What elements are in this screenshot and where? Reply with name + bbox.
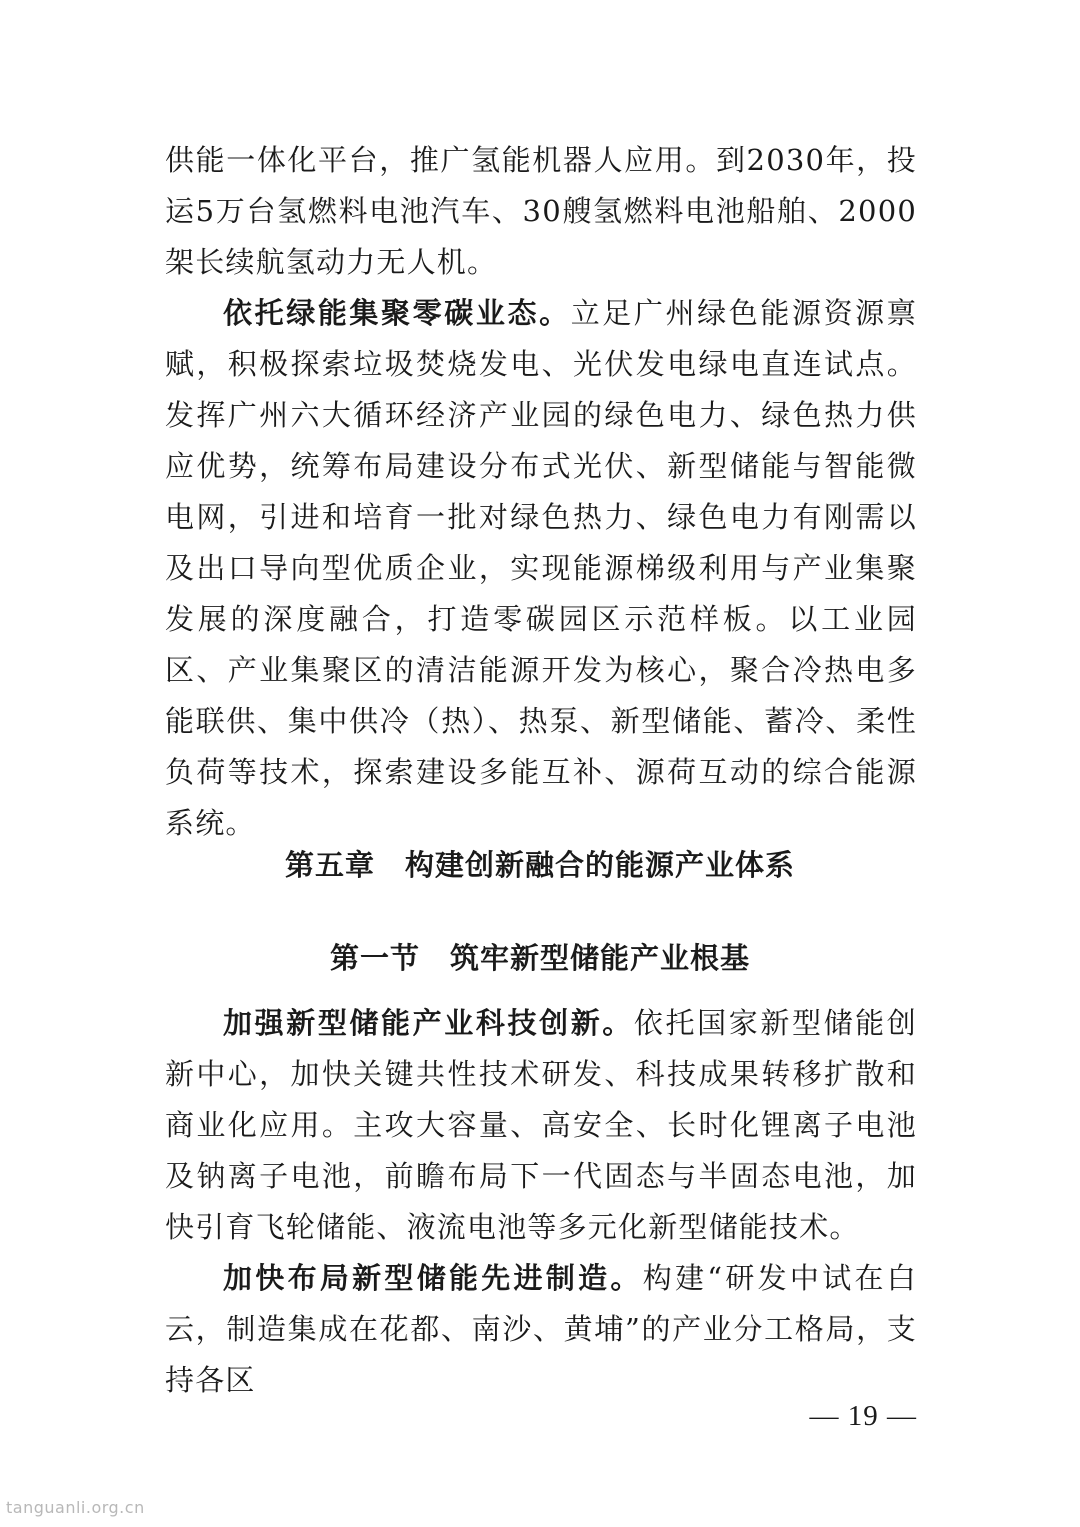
page-number: — 19 — xyxy=(809,1400,917,1432)
section-heading: 第一节 筑牢新型储能产业根基 xyxy=(329,941,750,975)
paragraph-continuation xyxy=(165,135,917,288)
paragraph-text: 依托国家新型储能创新中心，加快关键共性技术研发、科技成果转移扩散和商业化应用。主攻大容量、高安全、长时化锂离子电池及钠离子电池，前瞻布局下一代固态与半固态电池，加快引育飞轮储能、液流电池等多元化新型储能技术。 xyxy=(165,1006,917,1244)
text-block-bottom xyxy=(165,998,917,1406)
paragraph-storage-innovation xyxy=(165,998,917,1253)
paragraph-text: 构建“研发中试在白云，制造集成在花都、南沙、黄埔”的产业分工格局，支持各区 xyxy=(165,1261,917,1397)
paragraph-text: 供能一体化平台，推广氢能机器人应用。到2030年，投运5万台氢燃料电池汽车、30艘氢燃料电池船舶、2000架长续航氢动力无人机。 xyxy=(165,143,917,279)
paragraph-text: 立足广州绿色能源资源禀赋，积极探索垃圾焚烧发电、光伏发电绿电直连试点。发挥广州六大循环经济产业园的绿色电力、绿色热力供应优势，统筹布局建设分布式光伏、新型储能与智能微电网，引进和培育一批对绿色热力、绿色电力有刚需以及出口导向型优质企业，实现能源梯级利用与产业集聚发展的深度融合，打造零碳园区示范样板。以工业园区、产业集聚区的清洁能源开发为核心，聚合冷热电多能联供、集中供冷（热）、热泵、新型储能、蓄冷、柔性负荷等技术，探索建设多能互补、源荷互动的综合能源系统。 xyxy=(165,296,917,840)
paragraph-lead: 加强新型储能产业科技创新。 xyxy=(223,1006,634,1040)
text-block-top xyxy=(165,135,917,849)
paragraph-lead: 依托绿能集聚零碳业态。 xyxy=(223,296,571,330)
paragraph-storage-manufacturing xyxy=(165,1253,917,1406)
paragraph-lead: 加快布局新型储能先进制造。 xyxy=(223,1261,643,1295)
paragraph-green-energy xyxy=(165,288,917,849)
chapter-heading: 第五章 构建创新融合的能源产业体系 xyxy=(284,848,795,882)
watermark: tanguanli.org.cn xyxy=(6,1498,145,1517)
